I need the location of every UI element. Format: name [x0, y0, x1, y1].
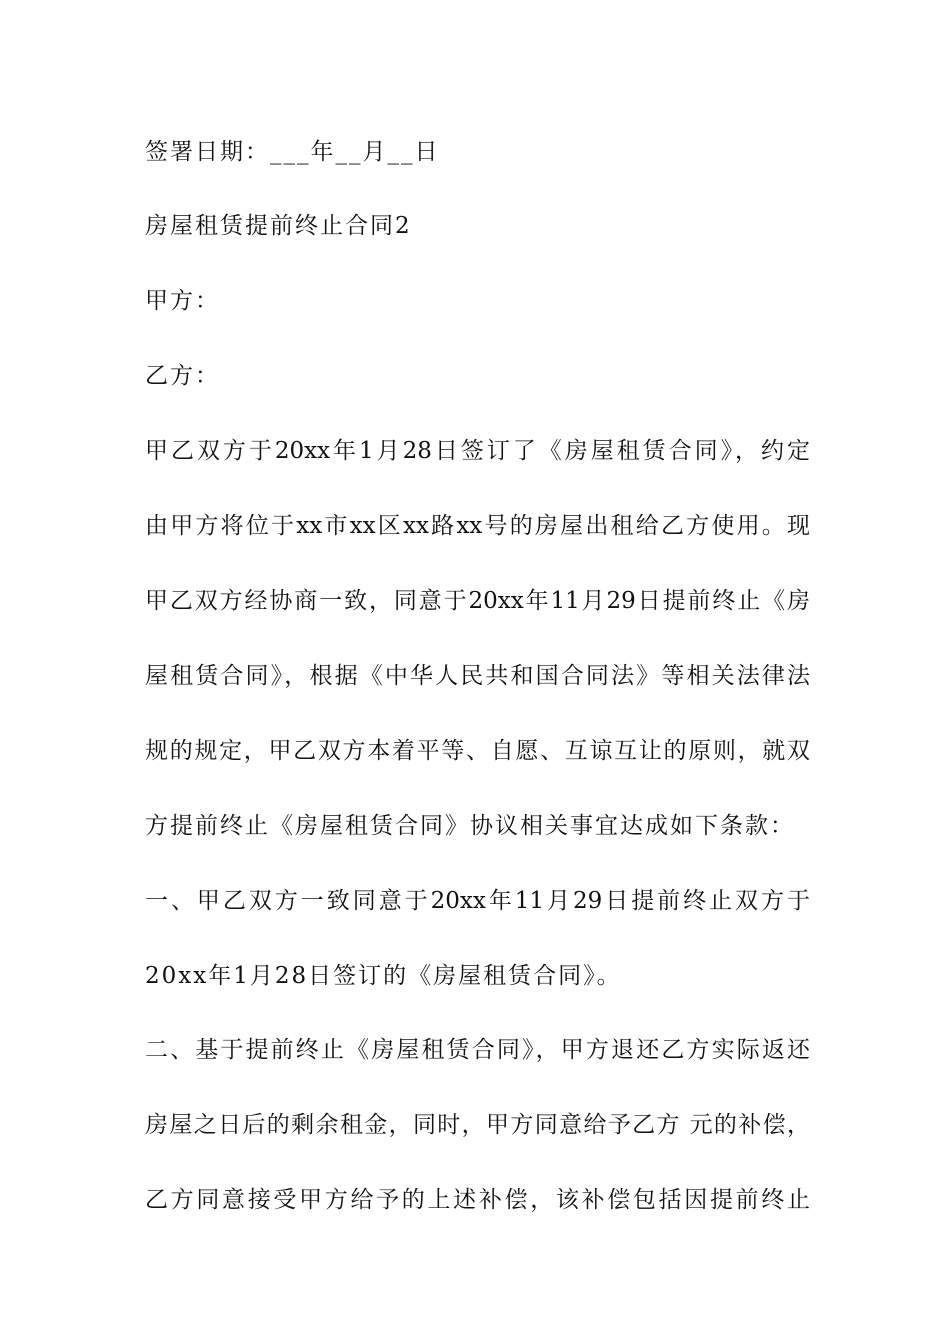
party-b-label: 乙方： — [145, 363, 220, 389]
paragraph-line: 方提前终止《房屋租赁合同》协议相关事宜达成如下条款： — [145, 813, 795, 839]
document-title: 房屋租赁提前终止合同2 — [145, 213, 412, 239]
clause-line: 20xx年1月28日签订的《房屋租赁合同》。 — [145, 963, 622, 989]
clause-line: 房屋之日后的剩余租金，同时，甲方同意给予乙方 元的补偿， — [145, 1112, 810, 1138]
clause-line: 二、基于提前终止《房屋租赁合同》，甲方退还乙方实际返还 — [145, 1037, 810, 1063]
paragraph-line: 规的规定，甲乙双方本着平等、自愿、互谅互让的原则，就双 — [145, 738, 810, 764]
clause-line: 一、甲乙双方一致同意于20xx年11月29日提前终止双方于 — [145, 888, 810, 914]
clause-line: 乙方同意接受甲方给予的上述补偿，该补偿包括因提前终止 — [145, 1187, 810, 1213]
paragraph-line: 屋租赁合同》，根据《中华人民共和国合同法》等相关法律法 — [145, 663, 810, 689]
signing-date: 签署日期：___年__月__日 — [145, 139, 440, 165]
paragraph-line: 甲乙双方经协商一致，同意于20xx年11月29日提前终止《房 — [145, 588, 810, 614]
paragraph-line: 由甲方将位于xx市xx区xx路xx号的房屋出租给乙方使用。现 — [145, 513, 810, 539]
paragraph-line: 甲乙双方于20xx年1月28日签订了《房屋租赁合同》，约定 — [145, 438, 810, 464]
party-a-label: 甲方： — [145, 288, 220, 314]
